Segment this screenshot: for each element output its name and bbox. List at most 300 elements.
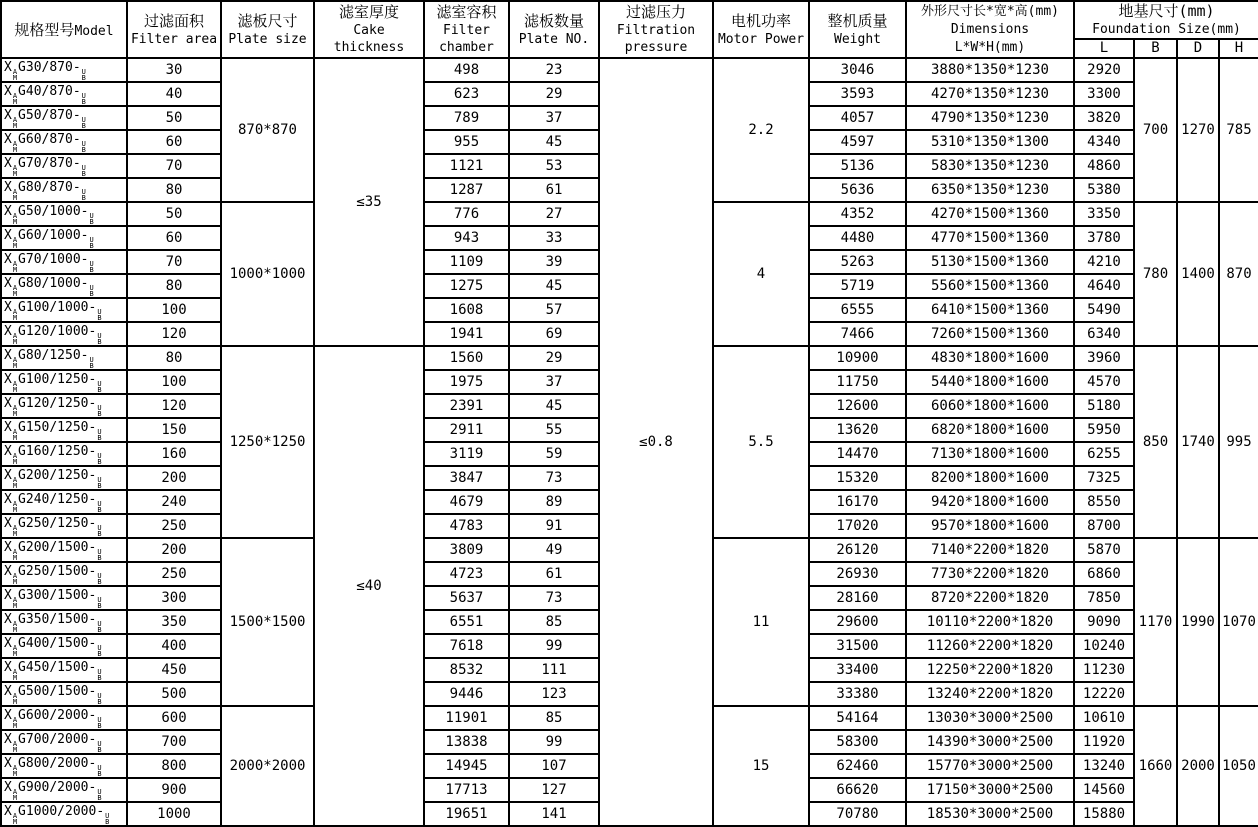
filter-area-cell: 70: [127, 154, 221, 178]
model-cell: X A M G70/1000- U B: [1, 250, 127, 274]
motor-power-cell: 2.2: [713, 58, 809, 202]
filter-chamber-cell: 2911: [424, 418, 509, 442]
filtration-pressure-cell: ≤0.8: [599, 58, 713, 826]
filter-area-cell: 100: [127, 298, 221, 322]
model-subscript-icon: U B: [97, 308, 102, 322]
model-subscript-icon: A M: [12, 308, 18, 322]
col-header-filter-area: 过滤面积 Filter area: [127, 1, 221, 58]
dimensions-cell: 12250*2200*1820: [906, 658, 1074, 682]
filter-chamber-cell: 5637: [424, 586, 509, 610]
col-header-filtration-pressure: 过滤压力 Filtration pressure: [599, 1, 713, 58]
model-subscript-icon: U B: [89, 260, 94, 274]
model-subscript-icon: A M: [12, 116, 18, 130]
foundation-b-cell: 780: [1134, 202, 1177, 346]
model-subscript-icon: A M: [12, 140, 18, 154]
dimensions-cell: 14390*3000*2500: [906, 730, 1074, 754]
dimensions-cell: 6410*1500*1360: [906, 298, 1074, 322]
foundation-b-cell: 1170: [1134, 538, 1177, 706]
foundation-l-cell: 8550: [1074, 490, 1134, 514]
model-subscript-icon: A M: [12, 596, 18, 610]
foundation-l-cell: 9090: [1074, 610, 1134, 634]
dimensions-cell: 18530*3000*2500: [906, 802, 1074, 826]
plate-no-cell: 29: [509, 82, 599, 106]
dimensions-cell: 7140*2200*1820: [906, 538, 1074, 562]
model-subscript-icon: U B: [81, 164, 86, 178]
plate-no-cell: 45: [509, 394, 599, 418]
model-subscript-icon: A M: [12, 500, 18, 514]
model-subscript-icon: U B: [97, 692, 102, 706]
dimensions-cell: 3880*1350*1230: [906, 58, 1074, 82]
col-header-motor-power: 电机功率 Motor Power: [713, 1, 809, 58]
model-subscript-icon: A M: [12, 476, 18, 490]
dimensions-cell: 15770*3000*2500: [906, 754, 1074, 778]
weight-cell: 7466: [809, 322, 906, 346]
motor-power-cell: 5.5: [713, 346, 809, 538]
foundation-l-cell: 3350: [1074, 202, 1134, 226]
model-subscript-icon: A M: [12, 572, 18, 586]
foundation-b-cell: 700: [1134, 58, 1177, 202]
filter-chamber-cell: 1975: [424, 370, 509, 394]
model-subscript-icon: A M: [12, 68, 18, 82]
foundation-d-cell: 1400: [1177, 202, 1219, 346]
model-subscript-icon: A M: [12, 524, 18, 538]
cake-thickness-cell: ≤35: [314, 58, 424, 346]
weight-cell: 33380: [809, 682, 906, 706]
plate-no-cell: 39: [509, 250, 599, 274]
model-subscript-icon: U B: [105, 812, 110, 826]
model-subscript-icon: A M: [12, 548, 18, 562]
filter-chamber-cell: 955: [424, 130, 509, 154]
model-subscript-icon: U B: [97, 380, 102, 394]
model-cell: X A M G120/1250- U B: [1, 394, 127, 418]
foundation-l-cell: 5380: [1074, 178, 1134, 202]
dimensions-cell: 6060*1800*1600: [906, 394, 1074, 418]
weight-cell: 26120: [809, 538, 906, 562]
foundation-l-cell: 8700: [1074, 514, 1134, 538]
foundation-l-cell: 3300: [1074, 82, 1134, 106]
dimensions-cell: 5830*1350*1230: [906, 154, 1074, 178]
foundation-l-cell: 5180: [1074, 394, 1134, 418]
weight-cell: 16170: [809, 490, 906, 514]
filter-area-cell: 160: [127, 442, 221, 466]
plate-no-cell: 85: [509, 610, 599, 634]
model-subscript-icon: U B: [97, 428, 102, 442]
model-cell: X A M G160/1250- U B: [1, 442, 127, 466]
filter-chamber-cell: 1941: [424, 322, 509, 346]
plate-no-cell: 59: [509, 442, 599, 466]
model-subscript-icon: U B: [81, 116, 86, 130]
filter-chamber-cell: 1608: [424, 298, 509, 322]
weight-cell: 15320: [809, 466, 906, 490]
dimensions-cell: 4830*1800*1600: [906, 346, 1074, 370]
weight-cell: 4480: [809, 226, 906, 250]
model-cell: X A M G300/1500- U B: [1, 586, 127, 610]
model-subscript-icon: A M: [12, 644, 18, 658]
weight-cell: 10900: [809, 346, 906, 370]
model-cell: X A M G50/870- U B: [1, 106, 127, 130]
model-cell: X A M G240/1250- U B: [1, 490, 127, 514]
model-subscript-icon: A M: [12, 404, 18, 418]
filter-chamber-cell: 789: [424, 106, 509, 130]
model-cell: X A M G800/2000- U B: [1, 754, 127, 778]
model-subscript-icon: U B: [97, 668, 102, 682]
foundation-l-cell: 4570: [1074, 370, 1134, 394]
filter-chamber-cell: 3809: [424, 538, 509, 562]
foundation-l-cell: 4210: [1074, 250, 1134, 274]
model-subscript-icon: U B: [97, 620, 102, 634]
filter-area-cell: 80: [127, 178, 221, 202]
foundation-l-cell: 7850: [1074, 586, 1134, 610]
model-subscript-icon: U B: [97, 548, 102, 562]
filter-chamber-cell: 1109: [424, 250, 509, 274]
foundation-l-cell: 12220: [1074, 682, 1134, 706]
filter-chamber-cell: 14945: [424, 754, 509, 778]
model-subscript-icon: U B: [97, 476, 102, 490]
model-cell: X A M G250/1250- U B: [1, 514, 127, 538]
filter-area-cell: 600: [127, 706, 221, 730]
filter-area-cell: 70: [127, 250, 221, 274]
model-cell: X A M G30/870- U B: [1, 58, 127, 82]
model-subscript-icon: U B: [97, 596, 102, 610]
filter-chamber-cell: 11901: [424, 706, 509, 730]
plate-no-cell: 69: [509, 322, 599, 346]
model-cell: X A M G500/1500- U B: [1, 682, 127, 706]
filter-chamber-cell: 2391: [424, 394, 509, 418]
weight-cell: 31500: [809, 634, 906, 658]
filter-area-cell: 800: [127, 754, 221, 778]
model-subscript-icon: U B: [89, 236, 94, 250]
plate-no-cell: 107: [509, 754, 599, 778]
filter-chamber-cell: 1275: [424, 274, 509, 298]
weight-cell: 4597: [809, 130, 906, 154]
plate-no-cell: 57: [509, 298, 599, 322]
plate-size-cell: 870*870: [221, 58, 314, 202]
model-cell: X A M G80/870- U B: [1, 178, 127, 202]
model-subscript-icon: A M: [12, 212, 18, 226]
dimensions-cell: 5560*1500*1360: [906, 274, 1074, 298]
col-header-plate-size: 滤板尺寸 Plate size: [221, 1, 314, 58]
plate-no-cell: 91: [509, 514, 599, 538]
plate-no-cell: 99: [509, 730, 599, 754]
weight-cell: 14470: [809, 442, 906, 466]
plate-no-cell: 73: [509, 586, 599, 610]
model-cell: X A M G60/1000- U B: [1, 226, 127, 250]
weight-cell: 12600: [809, 394, 906, 418]
filter-area-cell: 60: [127, 226, 221, 250]
plate-no-cell: 123: [509, 682, 599, 706]
plate-no-cell: 99: [509, 634, 599, 658]
filter-chamber-cell: 4783: [424, 514, 509, 538]
plate-no-cell: 61: [509, 562, 599, 586]
filter-area-cell: 1000: [127, 802, 221, 826]
filter-chamber-cell: 4679: [424, 490, 509, 514]
model-subscript-icon: U B: [97, 716, 102, 730]
dimensions-cell: 9570*1800*1600: [906, 514, 1074, 538]
dimensions-cell: 5310*1350*1300: [906, 130, 1074, 154]
model-subscript-icon: A M: [12, 740, 18, 754]
model-subscript-icon: A M: [12, 764, 18, 778]
dimensions-cell: 7130*1800*1600: [906, 442, 1074, 466]
filter-chamber-cell: 13838: [424, 730, 509, 754]
weight-cell: 66620: [809, 778, 906, 802]
plate-no-cell: 37: [509, 106, 599, 130]
model-subscript-icon: A M: [12, 692, 18, 706]
model-subscript-icon: U B: [97, 452, 102, 466]
filter-area-cell: 500: [127, 682, 221, 706]
model-cell: X A M G120/1000- U B: [1, 322, 127, 346]
filter-area-cell: 50: [127, 202, 221, 226]
weight-cell: 3046: [809, 58, 906, 82]
filter-area-cell: 200: [127, 538, 221, 562]
model-subscript-icon: A M: [12, 92, 18, 106]
col-header-foundation-l: L: [1074, 39, 1134, 58]
dimensions-cell: 7730*2200*1820: [906, 562, 1074, 586]
filter-chamber-cell: 776: [424, 202, 509, 226]
foundation-l-cell: 3780: [1074, 226, 1134, 250]
filter-chamber-cell: 3847: [424, 466, 509, 490]
filter-area-cell: 300: [127, 586, 221, 610]
weight-cell: 58300: [809, 730, 906, 754]
foundation-l-cell: 4640: [1074, 274, 1134, 298]
foundation-l-cell: 15880: [1074, 802, 1134, 826]
plate-no-cell: 111: [509, 658, 599, 682]
filter-chamber-cell: 9446: [424, 682, 509, 706]
foundation-l-cell: 4340: [1074, 130, 1134, 154]
filter-area-cell: 80: [127, 346, 221, 370]
plate-no-cell: 55: [509, 418, 599, 442]
dimensions-cell: 4270*1350*1230: [906, 82, 1074, 106]
filter-area-cell: 80: [127, 274, 221, 298]
weight-cell: 5263: [809, 250, 906, 274]
plate-no-cell: 45: [509, 130, 599, 154]
model-subscript-icon: A M: [12, 620, 18, 634]
header-model-zh: 规格型号: [14, 20, 75, 39]
filter-area-cell: 60: [127, 130, 221, 154]
model-cell: X A M G200/1250- U B: [1, 466, 127, 490]
model-subscript-icon: U B: [97, 764, 102, 778]
col-header-plate-no: 滤板数量 Plate NO.: [509, 1, 599, 58]
model-cell: X A M G60/870- U B: [1, 130, 127, 154]
dimensions-cell: 8720*2200*1820: [906, 586, 1074, 610]
model-subscript-icon: A M: [12, 428, 18, 442]
col-header-weight: 整机质量 Weight: [809, 1, 906, 58]
model-cell: X A M G350/1500- U B: [1, 610, 127, 634]
cake-thickness-cell: ≤40: [314, 346, 424, 826]
col-header-foundation-b: B: [1134, 39, 1177, 58]
filter-chamber-cell: 19651: [424, 802, 509, 826]
plate-no-cell: 141: [509, 802, 599, 826]
dimensions-cell: 4770*1500*1360: [906, 226, 1074, 250]
plate-no-cell: 61: [509, 178, 599, 202]
foundation-l-cell: 3820: [1074, 106, 1134, 130]
model-subscript-icon: U B: [81, 92, 86, 106]
model-subscript-icon: A M: [12, 788, 18, 802]
col-header-foundation-h: H: [1219, 39, 1258, 58]
motor-power-cell: 15: [713, 706, 809, 826]
col-header-filter-chamber: 滤室容积 Filter chamber: [424, 1, 509, 58]
weight-cell: 28160: [809, 586, 906, 610]
model-subscript-icon: U B: [97, 524, 102, 538]
model-subscript-icon: A M: [12, 716, 18, 730]
foundation-l-cell: 11920: [1074, 730, 1134, 754]
weight-cell: 13620: [809, 418, 906, 442]
filter-chamber-cell: 943: [424, 226, 509, 250]
foundation-l-cell: 14560: [1074, 778, 1134, 802]
motor-power-cell: 11: [713, 538, 809, 706]
foundation-d-cell: 1990: [1177, 538, 1219, 706]
plate-no-cell: 49: [509, 538, 599, 562]
foundation-l-cell: 6340: [1074, 322, 1134, 346]
plate-no-cell: 27: [509, 202, 599, 226]
model-cell: X A M G80/1250- U B: [1, 346, 127, 370]
plate-no-cell: 127: [509, 778, 599, 802]
model-subscript-icon: U B: [89, 212, 94, 226]
model-cell: X A M G40/870- U B: [1, 82, 127, 106]
filter-chamber-cell: 17713: [424, 778, 509, 802]
foundation-l-cell: 5490: [1074, 298, 1134, 322]
model-subscript-icon: U B: [89, 356, 94, 370]
dimensions-cell: 6820*1800*1600: [906, 418, 1074, 442]
filter-area-cell: 40: [127, 82, 221, 106]
foundation-l-cell: 3960: [1074, 346, 1134, 370]
model-cell: X A M G150/1250- U B: [1, 418, 127, 442]
foundation-l-cell: 7325: [1074, 466, 1134, 490]
weight-cell: 6555: [809, 298, 906, 322]
filter-area-cell: 200: [127, 466, 221, 490]
foundation-b-cell: 1660: [1134, 706, 1177, 826]
model-subscript-icon: U B: [81, 140, 86, 154]
filter-chamber-cell: 8532: [424, 658, 509, 682]
weight-cell: 62460: [809, 754, 906, 778]
dimensions-cell: 10110*2200*1820: [906, 610, 1074, 634]
filter-chamber-cell: 3119: [424, 442, 509, 466]
foundation-h-cell: 870: [1219, 202, 1258, 346]
plate-no-cell: 33: [509, 226, 599, 250]
plate-no-cell: 23: [509, 58, 599, 82]
dimensions-cell: 11260*2200*1820: [906, 634, 1074, 658]
foundation-d-cell: 2000: [1177, 706, 1219, 826]
table-header: [1, 1, 1258, 58]
dimensions-cell: 5130*1500*1360: [906, 250, 1074, 274]
model-subscript-icon: A M: [12, 260, 18, 274]
foundation-l-cell: 11230: [1074, 658, 1134, 682]
model-subscript-icon: U B: [97, 644, 102, 658]
weight-cell: 54164: [809, 706, 906, 730]
model-cell: X A M G80/1000- U B: [1, 274, 127, 298]
foundation-h-cell: 785: [1219, 58, 1258, 202]
plate-no-cell: 53: [509, 154, 599, 178]
filter-chamber-cell: 4723: [424, 562, 509, 586]
model-subscript-icon: U B: [81, 68, 86, 82]
weight-cell: 4352: [809, 202, 906, 226]
dimensions-cell: 4790*1350*1230: [906, 106, 1074, 130]
foundation-l-cell: 10610: [1074, 706, 1134, 730]
plate-size-cell: 1500*1500: [221, 538, 314, 706]
model-cell: X A M G400/1500- U B: [1, 634, 127, 658]
filter-chamber-cell: 498: [424, 58, 509, 82]
weight-cell: 3593: [809, 82, 906, 106]
weight-cell: 5636: [809, 178, 906, 202]
weight-cell: 5136: [809, 154, 906, 178]
model-cell: X A M G70/870- U B: [1, 154, 127, 178]
foundation-h-cell: 995: [1219, 346, 1258, 538]
dimensions-cell: 6350*1350*1230: [906, 178, 1074, 202]
model-subscript-icon: U B: [97, 500, 102, 514]
dimensions-cell: 13030*3000*2500: [906, 706, 1074, 730]
motor-power-cell: 4: [713, 202, 809, 346]
model-cell: X A M G900/2000- U B: [1, 778, 127, 802]
plate-no-cell: 85: [509, 706, 599, 730]
model-cell: X A M G100/1250- U B: [1, 370, 127, 394]
model-subscript-icon: A M: [12, 236, 18, 250]
foundation-l-cell: 10240: [1074, 634, 1134, 658]
dimensions-cell: 5440*1800*1600: [906, 370, 1074, 394]
weight-cell: 33400: [809, 658, 906, 682]
col-header-foundation: 地基尺寸(mm) Foundation Size(mm): [1074, 1, 1258, 39]
model-subscript-icon: A M: [12, 668, 18, 682]
model-subscript-icon: U B: [97, 788, 102, 802]
model-subscript-icon: A M: [12, 452, 18, 466]
plate-no-cell: 45: [509, 274, 599, 298]
col-header-cake-thickness: 滤室厚度 Cake thickness: [314, 1, 424, 58]
header-model-en: Model: [74, 23, 114, 39]
model-subscript-icon: U B: [97, 332, 102, 346]
foundation-d-cell: 1740: [1177, 346, 1219, 538]
foundation-h-cell: 1050: [1219, 706, 1258, 826]
dimensions-cell: 4270*1500*1360: [906, 202, 1074, 226]
model-cell: X A M G250/1500- U B: [1, 562, 127, 586]
model-cell: X A M G50/1000- U B: [1, 202, 127, 226]
model-subscript-icon: A M: [12, 332, 18, 346]
weight-cell: 17020: [809, 514, 906, 538]
filter-chamber-cell: 1560: [424, 346, 509, 370]
model-subscript-icon: A M: [12, 380, 18, 394]
col-header-model: [1, 1, 127, 58]
foundation-d-cell: 1270: [1177, 58, 1219, 202]
filter-chamber-cell: 1287: [424, 178, 509, 202]
plate-no-cell: 37: [509, 370, 599, 394]
plate-no-cell: 29: [509, 346, 599, 370]
filter-chamber-cell: 7618: [424, 634, 509, 658]
foundation-l-cell: 13240: [1074, 754, 1134, 778]
table-row: [1, 58, 1258, 82]
weight-cell: 29600: [809, 610, 906, 634]
plate-no-cell: 73: [509, 466, 599, 490]
model-subscript-icon: U B: [97, 404, 102, 418]
filter-chamber-cell: 6551: [424, 610, 509, 634]
model-subscript-icon: U B: [81, 188, 86, 202]
table-body: [1, 58, 1258, 826]
filter-area-cell: 250: [127, 562, 221, 586]
model-subscript-icon: A M: [12, 164, 18, 178]
model-cell: X A M G100/1000- U B: [1, 298, 127, 322]
foundation-b-cell: 850: [1134, 346, 1177, 538]
weight-cell: 26930: [809, 562, 906, 586]
filter-area-cell: 350: [127, 610, 221, 634]
model-cell: X A M G700/2000- U B: [1, 730, 127, 754]
foundation-l-cell: 5870: [1074, 538, 1134, 562]
plate-size-cell: 1250*1250: [221, 346, 314, 538]
model-subscript-icon: A M: [12, 188, 18, 202]
filter-area-cell: 50: [127, 106, 221, 130]
plate-size-cell: 1000*1000: [221, 202, 314, 346]
dimensions-cell: 8200*1800*1600: [906, 466, 1074, 490]
filter-area-cell: 100: [127, 370, 221, 394]
weight-cell: 5719: [809, 274, 906, 298]
plate-no-cell: 89: [509, 490, 599, 514]
filter-chamber-cell: 1121: [424, 154, 509, 178]
model-subscript-icon: U B: [97, 572, 102, 586]
